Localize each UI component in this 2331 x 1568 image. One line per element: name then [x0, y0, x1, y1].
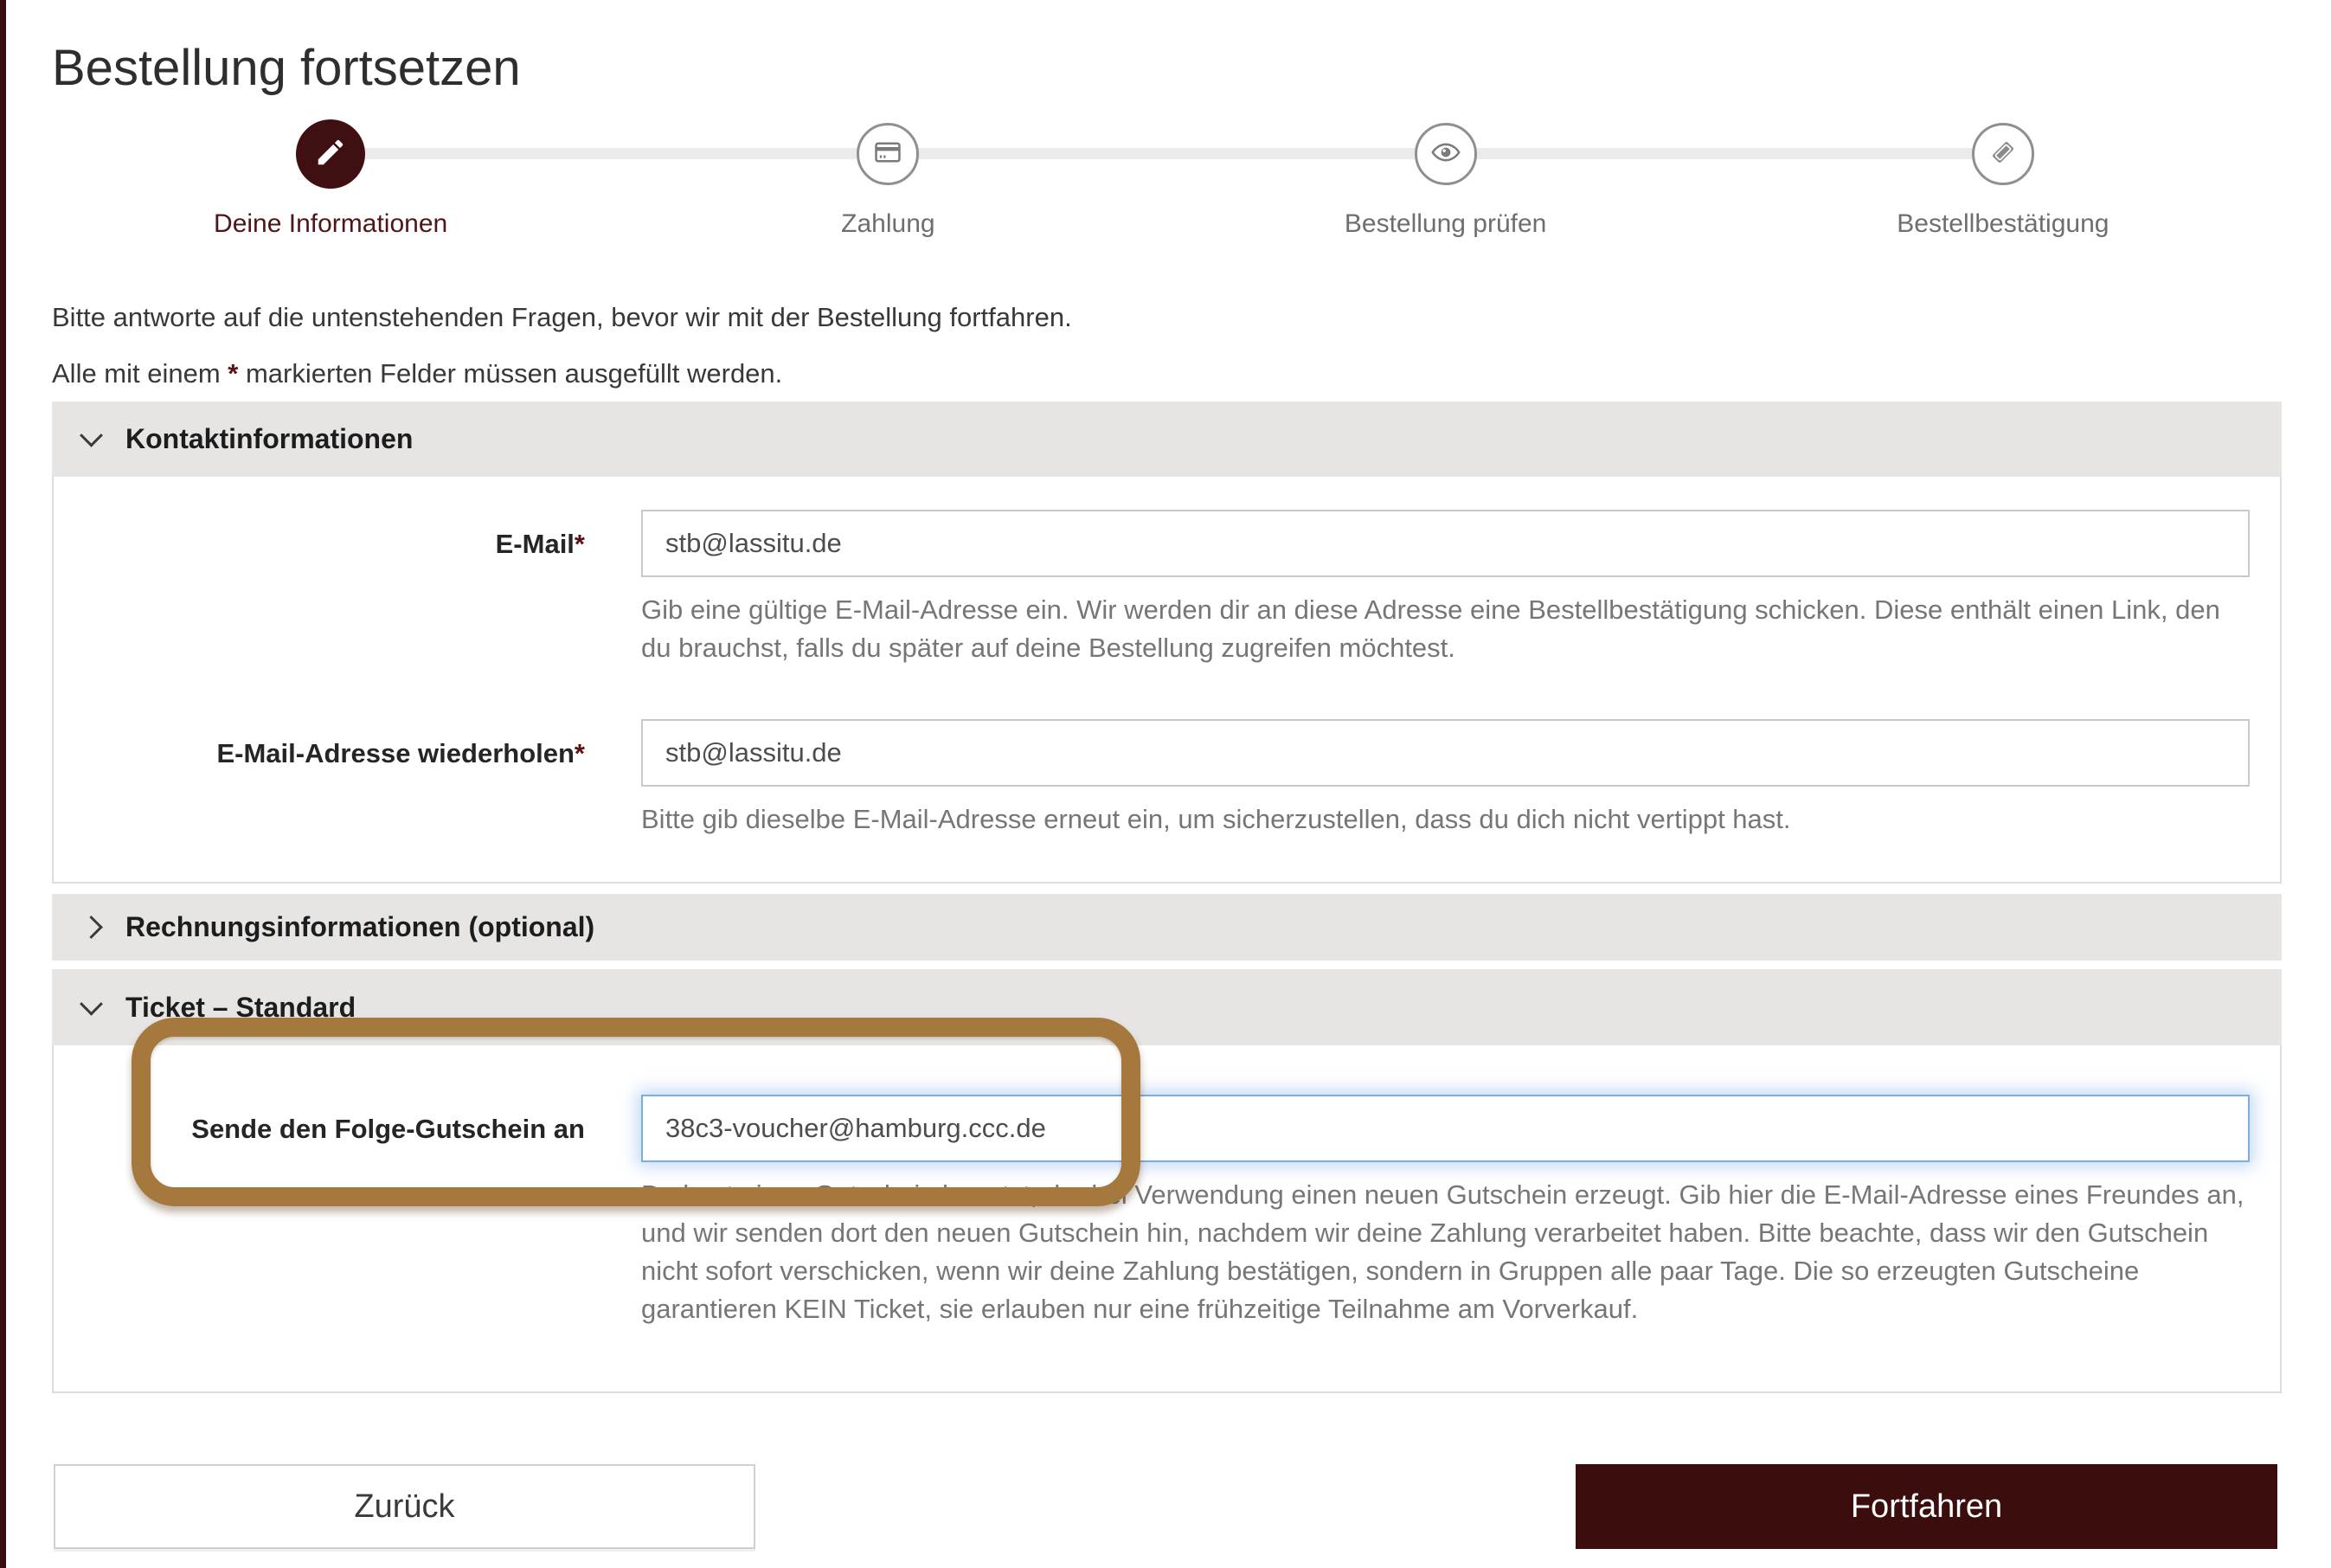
step-order-confirmation[interactable] [1724, 119, 2282, 239]
step-circle [1415, 123, 1477, 185]
step-payment[interactable] [609, 119, 1166, 239]
step-your-information[interactable] [52, 119, 609, 239]
required-asterisk: * [574, 738, 585, 768]
ticket-panel [52, 1045, 2282, 1393]
note-suffix: markierten Felder müssen ausgefüllt werden. [238, 358, 783, 389]
section-header-billing[interactable] [52, 894, 2282, 961]
required-fields-note [52, 358, 782, 389]
eye-icon [1429, 136, 1462, 173]
page-accent-border [0, 0, 6, 1568]
email-field[interactable] [641, 510, 2250, 577]
back-button[interactable]: Zurück [54, 1464, 755, 1549]
section-header-contact[interactable] [52, 402, 2282, 477]
intro-text: Bitte antworte auf die untenstehenden Fragen, bevor wir mit der Bestellung fortfahren. [52, 302, 1072, 332]
checkout-stepper [52, 119, 2282, 239]
chevron-down-icon [80, 424, 103, 447]
step-label: Bestellbestätigung [1897, 209, 2109, 238]
step-label: Deine Informationen [214, 209, 448, 238]
email-repeat-field[interactable] [641, 719, 2250, 787]
email-row [54, 510, 2280, 667]
step-circle [857, 123, 919, 185]
section-title: Kontaktinformationen [125, 423, 414, 454]
section-header-ticket[interactable] [52, 969, 2282, 1045]
step-circle [1972, 123, 2034, 185]
note-prefix: Alle mit einem [52, 358, 228, 389]
email-repeat-row [54, 719, 2280, 839]
email-repeat-label [54, 719, 585, 839]
voucher-help-text: Du hast einen Gutschein benutzt, der bei Verwendung einen neuen Gutschein erzeugt. Gib hier die E-Mail-Adresse eines Freundes an, und wir senden dort den neuen Gutschein hin, nachdem wir deine Zahlung verarbeitet haben. Bitte beachte, dass wir den Gutschein nicht sofort verschicken, wenn wir deine Zahlung bestätigen, sondern in Gruppen alle paar Tage. Die so erzeugten Gutscheine garantieren KEIN Ticket, sie erlauben nur eine frühzeitige Teilnahme am Vorverkauf. [641, 1179, 2244, 1324]
email-help-text: Gib eine gültige E-Mail-Adresse ein. Wir werden dir an diese Adresse eine Bestellbestätigung schicken. Diese enthält einen Link, den du brauchst, falls du später auf deine Bestellung zugreifen möchtest. [641, 594, 2220, 663]
pencil-icon [314, 136, 347, 173]
credit-card-icon [871, 136, 904, 173]
voucher-row [54, 1095, 2280, 1328]
required-asterisk: * [228, 358, 239, 389]
voucher-email-field[interactable] [641, 1095, 2250, 1162]
required-asterisk: * [574, 529, 585, 559]
step-label: Bestellung prüfen [1344, 209, 1547, 238]
step-label: Zahlung [841, 209, 935, 238]
label-text: E-Mail [495, 529, 575, 559]
voucher-label: Sende den Folge-Gutschein an [191, 1114, 585, 1144]
step-review-order[interactable] [1167, 119, 1724, 239]
chevron-right-icon [80, 916, 103, 939]
step-circle-active [296, 119, 365, 189]
contact-panel [52, 477, 2282, 884]
chevron-down-icon [80, 992, 103, 1015]
continue-button[interactable]: Fortfahren [1576, 1464, 2277, 1549]
section-title: Rechnungsinformationen (optional) [125, 911, 595, 942]
label-text: E-Mail-Adresse wiederholen [216, 738, 575, 768]
ticket-icon [1987, 136, 2020, 173]
page-title: Bestellung fortsetzen [52, 39, 521, 96]
email-repeat-help-text: Bitte gib dieselbe E-Mail-Adresse erneut ein, um sicherzustellen, dass du dich nicht vertippt hast. [641, 804, 1791, 834]
email-label [54, 510, 585, 667]
section-title: Ticket – Standard [125, 991, 356, 1023]
